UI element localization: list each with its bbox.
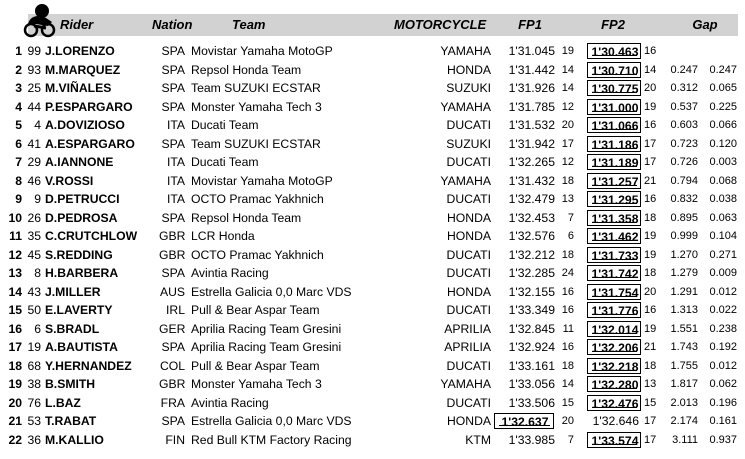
- rider-name: B.SMITH: [45, 377, 96, 391]
- gap-to-previous: 0.012: [709, 285, 737, 298]
- team-name: Estrella Galicia 0,0 Marc VDS: [191, 284, 352, 299]
- motorcycle: DUCATI: [446, 192, 491, 206]
- rider-number: 9: [34, 192, 41, 206]
- fp1-time: 1'31.532: [508, 118, 555, 132]
- header-nation: Nation: [152, 17, 193, 32]
- fp2-laps: 18: [644, 359, 657, 372]
- table-row: [0, 320, 745, 339]
- fp1-laps: 15: [561, 396, 574, 409]
- fp2-time: 1'31.776: [587, 302, 641, 318]
- nation: COL: [159, 358, 185, 373]
- rider-name: V.ROSSI: [45, 173, 94, 188]
- fp1-time: 1'33.985: [508, 432, 555, 447]
- gap-to-leader: 0.832: [670, 193, 698, 205]
- rider-number: 41: [27, 136, 41, 151]
- gap-to-leader: 1.279: [670, 267, 698, 279]
- fp1-time: 1'31.942: [508, 136, 555, 151]
- fp2-time: 1'32.014: [587, 321, 641, 337]
- rider-number: 68: [27, 358, 41, 373]
- fp2-time: 1'31.358: [587, 210, 641, 226]
- motorcycle: DUCATI: [446, 118, 491, 132]
- gap-to-previous: 0.271: [709, 248, 737, 261]
- rider-name: A.DOVIZIOSO: [45, 118, 125, 132]
- position: 14: [8, 284, 22, 299]
- fp1-laps: 20: [561, 119, 574, 131]
- header-rider: Rider: [60, 17, 94, 32]
- nation: SPA: [161, 266, 185, 280]
- team-name: LCR Honda: [191, 229, 255, 243]
- fp1-time: 1'32.845: [508, 321, 555, 336]
- fp2-time: 1'31.462: [587, 228, 641, 244]
- table-row: [0, 357, 745, 376]
- gap-to-leader: 1.551: [670, 322, 698, 335]
- motorcycle: DUCATI: [446, 247, 491, 262]
- motorcycle: APRILIA: [444, 340, 491, 354]
- fp2-laps: 19: [644, 100, 657, 113]
- table-header: [0, 0, 745, 40]
- gap-to-leader: 0.895: [670, 211, 698, 224]
- position: 17: [8, 340, 22, 354]
- fp2-laps: 21: [644, 341, 657, 353]
- motorcycle: DUCATI: [446, 358, 491, 373]
- fp2-time: 1'31.742: [587, 265, 641, 281]
- rider-name: L.BAZ: [45, 395, 81, 410]
- fp1-laps: 18: [561, 248, 574, 261]
- motorcycle: KTM: [465, 432, 491, 447]
- table-row: [0, 153, 745, 172]
- nation: SPA: [161, 62, 185, 77]
- gap-to-previous: 0.104: [709, 230, 737, 242]
- rider-number: 76: [27, 395, 41, 410]
- motorcycle: DUCATI: [446, 155, 491, 169]
- fp1-time: 1'32.155: [508, 284, 555, 299]
- rider-name: S.REDDING: [45, 247, 113, 262]
- rider-name: C.CRUTCHLOW: [45, 229, 138, 243]
- nation: ITA: [166, 173, 185, 188]
- table-row: [0, 172, 745, 191]
- gap-to-previous: 0.120: [709, 137, 737, 150]
- fp2-time: 1'31.754: [587, 284, 641, 300]
- motorcycle: DUCATI: [446, 303, 491, 317]
- rider-name: J.MILLER: [45, 284, 101, 299]
- team-name: Aprilia Racing Team Gresini: [191, 321, 342, 336]
- fp1-laps: 12: [561, 100, 574, 113]
- team-name: Red Bull KTM Factory Racing: [191, 432, 352, 447]
- fp1-laps: 14: [561, 82, 574, 94]
- rider-number: 45: [27, 247, 41, 262]
- table-row: [0, 283, 745, 302]
- fp1-laps: 20: [561, 415, 574, 427]
- fp1-laps: 7: [567, 211, 574, 224]
- gap-to-leader: 0.999: [670, 230, 698, 242]
- table-row: [0, 246, 745, 265]
- gap-to-previous: 0.066: [709, 119, 737, 131]
- fp1-laps: 14: [561, 378, 574, 390]
- rider-name: E.LAVERTY: [45, 303, 113, 317]
- table-row: [0, 135, 745, 154]
- fp1-time: 1'31.442: [508, 62, 555, 77]
- nation: GBR: [159, 247, 186, 262]
- rider-name: A.IANNONE: [45, 155, 114, 169]
- motorcycle: YAMAHA: [440, 99, 491, 114]
- position: 3: [15, 81, 22, 95]
- team-name: Team SUZUKI ECSTAR: [191, 81, 321, 95]
- gap-to-leader: 2.013: [670, 396, 698, 409]
- fp1-time: 1'33.161: [508, 358, 555, 373]
- fp1-laps: 16: [561, 285, 574, 298]
- table-row: [0, 98, 745, 117]
- gap-to-leader: 0.726: [670, 156, 698, 168]
- position: 16: [8, 321, 22, 336]
- fp2-laps: 18: [644, 211, 657, 224]
- gap-to-leader: 1.313: [670, 304, 698, 316]
- rider-name: Y.HERNANDEZ: [45, 358, 132, 373]
- fp1-time: 1'33.349: [508, 303, 555, 317]
- rider-number: 36: [27, 432, 41, 447]
- position: 5: [15, 118, 22, 132]
- fp1-time: 1'31.785: [508, 99, 555, 114]
- fp2-time: 1'30.463: [587, 43, 641, 59]
- rider-name: M.MARQUEZ: [45, 62, 121, 77]
- gap-to-previous: 0.062: [709, 378, 737, 390]
- rider-number: 35: [27, 229, 41, 243]
- motorcycle: YAMAHA: [440, 44, 491, 58]
- motorcycle: HONDA: [446, 284, 491, 299]
- header-team: Team: [232, 17, 266, 32]
- fp2-laps: 16: [644, 193, 657, 205]
- gap-to-leader: 1.817: [670, 378, 698, 390]
- position: 19: [8, 377, 22, 391]
- fp1-time: 1'32.479: [508, 192, 555, 206]
- position: 15: [8, 303, 22, 317]
- motorcycle: YAMAHA: [440, 377, 491, 391]
- rider-name: A.BAUTISTA: [45, 340, 118, 354]
- team-name: Movistar Yamaha MotoGP: [191, 173, 333, 188]
- gap-to-previous: 0.937: [709, 433, 737, 446]
- motorcycle: APRILIA: [444, 321, 491, 336]
- fp1-laps: 12: [561, 156, 574, 168]
- team-name: Pull & Bear Aspar Team: [191, 303, 320, 317]
- gap-to-previous: 0.068: [709, 174, 737, 187]
- motorcycle: YAMAHA: [440, 173, 491, 188]
- position: 20: [8, 395, 22, 410]
- fp2-time: 1'32.646: [592, 414, 639, 428]
- rider-number: 26: [27, 210, 41, 225]
- gap-to-leader: 0.312: [670, 82, 698, 94]
- position: 2: [15, 62, 22, 77]
- fp2-time: 1'31.066: [587, 117, 641, 133]
- position: 10: [8, 210, 22, 225]
- team-name: Repsol Honda Team: [191, 62, 302, 77]
- fp2-time: 1'31.000: [587, 99, 641, 115]
- rider-number: 99: [27, 44, 41, 58]
- fp1-time: 1'31.926: [508, 81, 555, 95]
- table-row: [0, 264, 745, 283]
- table-row: [0, 209, 745, 228]
- table-row: [0, 116, 745, 135]
- nation: SPA: [161, 136, 185, 151]
- gap-to-leader: 1.291: [670, 285, 698, 298]
- gap-to-previous: 0.063: [709, 211, 737, 224]
- team-name: OCTO Pramac Yakhnich: [191, 192, 324, 206]
- gap-to-previous: 0.225: [709, 100, 737, 113]
- nation: ITA: [166, 155, 185, 169]
- gap-to-leader: 0.537: [670, 100, 698, 113]
- motorcycle: HONDA: [446, 414, 491, 428]
- position: 4: [15, 99, 22, 114]
- position: 6: [15, 136, 22, 151]
- position: 21: [8, 414, 22, 428]
- table-row: [0, 394, 745, 413]
- motorcycle-rider-icon: [22, 2, 56, 38]
- rider-number: 43: [27, 284, 41, 299]
- table-row: [0, 338, 745, 357]
- team-name: Pull & Bear Aspar Team: [191, 358, 320, 373]
- rider-number: 93: [27, 62, 41, 77]
- fp1-time: 1'32.924: [508, 340, 555, 354]
- fp2-laps: 20: [644, 285, 657, 298]
- motorcycle: DUCATI: [446, 395, 491, 410]
- gap-to-leader: 0.723: [670, 137, 698, 150]
- gap-to-leader: 1.270: [670, 248, 698, 261]
- gap-to-previous: 0.003: [709, 156, 737, 168]
- fp1-time: 1'31.432: [508, 173, 555, 188]
- fp1-time: 1'32.265: [508, 155, 555, 169]
- fp2-laps: 21: [644, 174, 657, 187]
- rider-name: T.RABAT: [45, 414, 97, 428]
- team-name: Monster Yamaha Tech 3: [191, 377, 322, 391]
- header-motorcycle: MOTORCYCLE: [394, 17, 487, 32]
- header-fp2: FP2: [601, 17, 625, 32]
- fp2-laps: 19: [644, 248, 657, 261]
- fp1-laps: 24: [561, 267, 574, 279]
- team-name: Ducati Team: [191, 155, 259, 169]
- fp2-time: 1'30.710: [587, 62, 641, 78]
- gap-to-previous: 0.238: [709, 322, 737, 335]
- fp2-laps: 19: [644, 322, 657, 335]
- team-name: Avintia Racing: [191, 395, 269, 410]
- gap-to-leader: 2.174: [670, 415, 698, 427]
- nation: SPA: [161, 99, 185, 114]
- fp2-time: 1'33.574: [587, 432, 641, 448]
- gap-to-previous: 0.192: [709, 341, 737, 353]
- rider-number: 50: [27, 303, 41, 317]
- table-row: [0, 301, 745, 320]
- fp1-time: 1'32.576: [508, 229, 555, 243]
- rider-number: 29: [27, 155, 41, 169]
- fp2-time: 1'31.733: [587, 247, 641, 263]
- gap-to-previous: 0.022: [709, 304, 737, 316]
- fp2-laps: 17: [644, 156, 657, 168]
- nation: SPA: [161, 81, 185, 95]
- fp1-time: 1'32.285: [508, 266, 555, 280]
- table-row: [0, 412, 745, 431]
- fp1-laps: 7: [567, 433, 574, 446]
- fp2-laps: 16: [644, 304, 657, 316]
- gap-to-leader: 0.247: [670, 63, 698, 76]
- nation: GER: [159, 321, 186, 336]
- position: 7: [15, 155, 22, 169]
- nation: GBR: [159, 377, 186, 391]
- gap-to-leader: 3.111: [672, 433, 698, 446]
- fp1-time: 1'32.453: [508, 210, 555, 225]
- gap-to-previous: 0.161: [709, 415, 737, 427]
- nation: GBR: [159, 229, 186, 243]
- fp2-laps: 19: [644, 230, 657, 242]
- motorcycle: SUZUKI: [446, 136, 491, 151]
- fp2-time: 1'31.186: [587, 136, 641, 152]
- rider-name: M.VIÑALES: [45, 81, 112, 95]
- gap-to-previous: 0.009: [709, 267, 737, 279]
- fp1-laps: 18: [561, 174, 574, 187]
- results-table: [0, 42, 745, 449]
- table-row: [0, 190, 745, 209]
- fp2-laps: 20: [644, 82, 657, 94]
- fp2-laps: 16: [644, 119, 657, 131]
- rider-number: 6: [34, 321, 41, 336]
- fp2-time: 1'30.775: [587, 80, 641, 96]
- fp2-laps: 17: [644, 415, 657, 427]
- gap-to-leader: 1.743: [670, 341, 698, 353]
- nation: SPA: [161, 414, 185, 428]
- fp2-time: 1'32.280: [587, 376, 641, 392]
- rider-name: J.LORENZO: [45, 44, 115, 58]
- table-row: [0, 375, 745, 394]
- fp2-laps: 13: [644, 378, 657, 390]
- fp2-laps: 15: [644, 396, 657, 409]
- team-name: Ducati Team: [191, 118, 259, 132]
- nation: AUS: [159, 284, 185, 299]
- position: 11: [9, 229, 22, 243]
- fp2-time: 1'32.206: [587, 339, 641, 355]
- team-name: Movistar Yamaha MotoGP: [191, 44, 333, 58]
- gap-to-previous: 0.196: [709, 396, 737, 409]
- fp2-time: 1'31.257: [587, 173, 641, 189]
- team-name: Estrella Galicia 0,0 Marc VDS: [191, 414, 352, 428]
- rider-number: 44: [27, 99, 41, 114]
- position: 13: [8, 266, 22, 280]
- fp2-laps: 14: [644, 63, 657, 76]
- nation: IRL: [166, 303, 185, 317]
- table-row: [0, 61, 745, 80]
- nation: SPA: [161, 340, 185, 354]
- fp2-time: 1'32.218: [587, 358, 641, 374]
- fp1-time: 1'33.506: [508, 395, 555, 410]
- team-name: Repsol Honda Team: [191, 210, 302, 225]
- nation: FRA: [160, 395, 185, 410]
- position: 1: [15, 44, 22, 58]
- motorcycle: HONDA: [446, 210, 491, 225]
- nation: SPA: [161, 210, 185, 225]
- position: 18: [8, 358, 22, 373]
- motorcycle: HONDA: [446, 62, 491, 77]
- nation: SPA: [161, 44, 185, 58]
- fp2-laps: 16: [644, 45, 657, 57]
- rider-number: 53: [27, 414, 41, 428]
- position: 8: [15, 173, 22, 188]
- rider-number: 19: [27, 340, 41, 354]
- fp1-laps: 16: [561, 341, 574, 353]
- fp1-laps: 18: [561, 359, 574, 372]
- rider-name: D.PEDROSA: [45, 210, 118, 225]
- team-name: Aprilia Racing Team Gresini: [191, 340, 342, 354]
- fp1-laps: 16: [561, 304, 574, 316]
- fp1-laps: 19: [561, 45, 574, 57]
- header-gap: Gap: [692, 17, 718, 32]
- gap-to-previous: 0.038: [709, 193, 737, 205]
- rider-name: H.BARBERA: [45, 266, 119, 280]
- rider-name: D.PETRUCCI: [45, 192, 120, 206]
- fp1-time: 1'32.212: [508, 247, 555, 262]
- fp1-time: 1'32.637: [494, 413, 554, 429]
- fp1-laps: 14: [561, 63, 574, 76]
- team-name: Avintia Racing: [191, 266, 269, 280]
- fp1-laps: 17: [561, 137, 574, 150]
- header-fp1: FP1: [518, 17, 542, 32]
- fp2-time: 1'31.189: [587, 154, 641, 170]
- gap-to-previous: 0.065: [709, 82, 737, 94]
- motorcycle: SUZUKI: [446, 81, 491, 95]
- rider-number: 4: [34, 118, 41, 132]
- team-name: Team SUZUKI ECSTAR: [191, 136, 321, 151]
- gap-to-previous: 0.012: [709, 359, 737, 372]
- fp1-time: 1'33.056: [508, 377, 555, 391]
- position: 12: [8, 247, 22, 262]
- table-row: [0, 79, 745, 98]
- fp2-time: 1'31.295: [587, 191, 641, 207]
- rider-number: 46: [27, 173, 41, 188]
- motorcycle: DUCATI: [446, 266, 491, 280]
- motorcycle: HONDA: [446, 229, 491, 243]
- nation: ITA: [166, 118, 185, 132]
- team-name: Monster Yamaha Tech 3: [191, 99, 322, 114]
- team-name: OCTO Pramac Yakhnich: [191, 247, 324, 262]
- nation: FIN: [165, 432, 185, 447]
- rider-name: A.ESPARGARO: [45, 136, 135, 151]
- fp1-laps: 13: [561, 193, 574, 205]
- gap-to-leader: 0.794: [670, 174, 698, 187]
- fp2-laps: 17: [644, 137, 657, 150]
- table-row: [0, 227, 745, 246]
- fp1-laps: 11: [562, 322, 574, 335]
- rider-name: S.BRADL: [45, 321, 100, 336]
- fp1-laps: 6: [567, 230, 574, 242]
- table-row: [0, 42, 745, 61]
- rider-name: P.ESPARGARO: [45, 99, 133, 114]
- rider-number: 38: [27, 377, 41, 391]
- fp2-time: 1'32.476: [587, 395, 641, 411]
- position: 9: [15, 192, 22, 206]
- gap-to-previous: 0.247: [709, 63, 737, 76]
- gap-to-leader: 1.755: [670, 359, 698, 372]
- fp1-time: 1'31.045: [508, 44, 555, 58]
- table-row: [0, 431, 745, 450]
- fp2-laps: 18: [644, 267, 657, 279]
- rider-number: 8: [34, 266, 41, 280]
- fp2-laps: 17: [644, 433, 657, 446]
- rider-number: 25: [27, 81, 41, 95]
- position: 22: [8, 432, 22, 447]
- nation: ITA: [166, 192, 185, 206]
- rider-name: M.KALLIO: [45, 432, 104, 447]
- gap-to-leader: 0.603: [670, 119, 698, 131]
